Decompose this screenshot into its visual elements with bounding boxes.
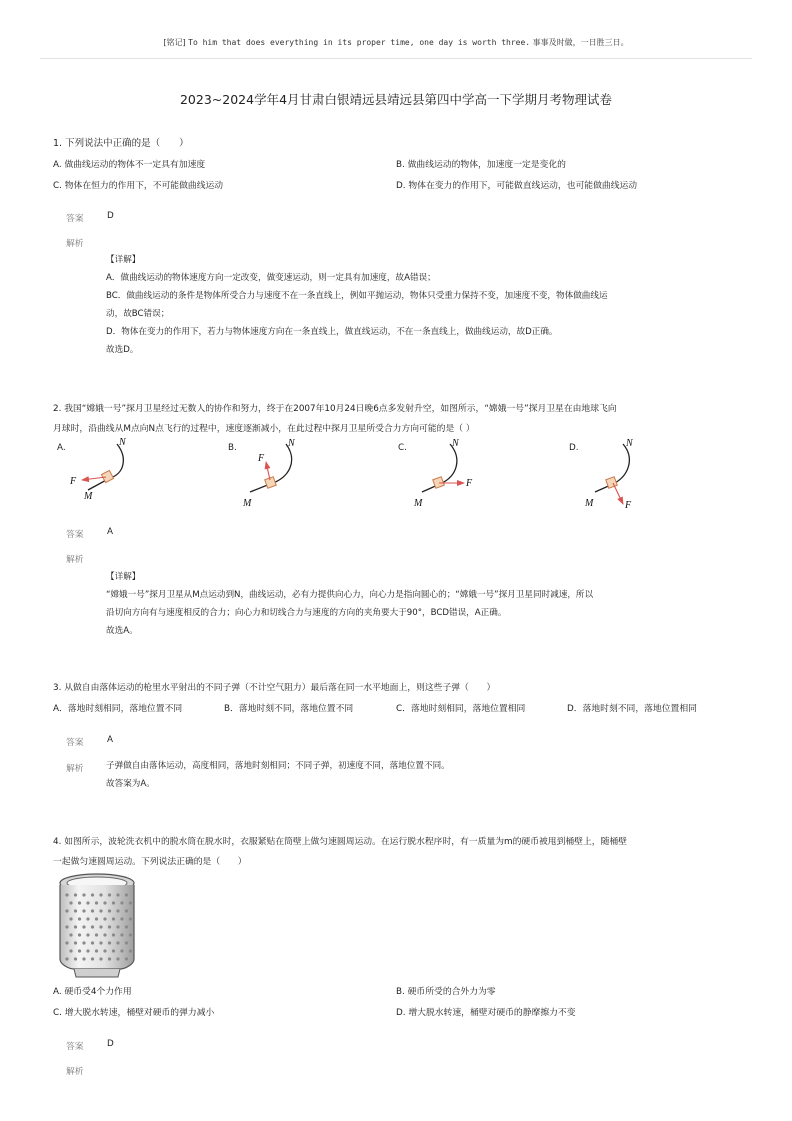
q2-answer-label: 答案: [66, 530, 84, 540]
header-divider: [40, 58, 752, 59]
header-suffix: 事事及时做，一日胜三日。: [532, 38, 629, 47]
point-m-label: M: [414, 498, 423, 509]
force-arrow: [613, 483, 623, 504]
q1-detail-heading: 【详解】: [106, 255, 141, 265]
q2-option-a-label: A.: [57, 443, 66, 453]
q2-option-b-label: B.: [228, 443, 237, 453]
q2-option-d-label: D.: [569, 443, 579, 453]
q1-answer-label: 答案: [66, 214, 84, 224]
q4-option-a: A. 硬币受4个力作用: [53, 987, 132, 997]
q2-answer-value: A: [107, 527, 114, 537]
q1-detail-line: D．物体在变力的作用下，若力与物体速度方向在一条直线上，做直线运动，不在一条直线上，做曲线运动，故D正确。: [106, 327, 558, 337]
force-f-label: F: [625, 500, 632, 511]
q2-stem-line1: 2. 我国“嫦娥一号”探月卫星经过无数人的协作和努力，终于在2007年10月24日晚6点多发射升空，如图所示，“嫦娥一号”探月卫星在由地球飞向: [53, 404, 617, 414]
q1-option-a: A. 做曲线运动的物体不一定具有加速度: [53, 160, 206, 170]
point-n-label: N: [288, 438, 295, 449]
q1-detail-line: 动，故BC错误；: [106, 309, 170, 319]
q4-stem-line2: 一起做匀速圆周运动。下列说法正确的是（ ）: [53, 857, 247, 867]
q1-detail-line: BC．做曲线运动的条件是物体所受合力与速度不在一条直线上，例如平抛运动，物体只受重力保持不变，加速度不变，物体做曲线运: [106, 291, 608, 301]
q3-option-c: C．落地时刻相同，落地位置相同: [396, 704, 526, 714]
q2-analysis-label: 解析: [66, 555, 84, 565]
q2-diagram-d: [583, 436, 663, 516]
q1-option-d: D. 物体在变力的作用下，可能做直线运动，也可能做曲线运动: [396, 181, 638, 191]
q1-detail-line: A．做曲线运动的物体速度方向一定改变，做变速运动，则一定具有加速度，故A错误；: [106, 273, 436, 283]
q3-analysis-line: 子弹做自由落体运动，高度相同，落地时刻相同；不同子弹，初速度不同，落地位置不同。: [106, 761, 450, 771]
q3-analysis-line: 故答案为A。: [106, 779, 155, 789]
dehydration-drum-illustration: [54, 871, 140, 979]
q1-option-c: C. 物体在恒力的作用下，不可能做曲线运动: [53, 181, 224, 191]
q2-detail-line: “嫦娥一号”探月卫星从M点运动到N，曲线运动，必有力提供向心力，向心力是指向圆心的；“嫦娥一号”探月卫星同时减速，所以: [106, 590, 594, 600]
q3-answer-value: A: [107, 735, 114, 745]
force-arrow: [82, 477, 106, 480]
q4-answer-value: D: [107, 1039, 114, 1049]
point-m-label: M: [585, 498, 594, 509]
q2-diagram-a: [62, 436, 142, 512]
q2-diagram-c: [410, 436, 490, 512]
q4-option-d: D. 增大脱水转速，桶壁对硬币的静摩擦力不变: [396, 1008, 576, 1018]
q1-detail-line: 故选D。: [106, 345, 139, 355]
force-f-label: F: [70, 476, 77, 487]
q4-option-c: C. 增大脱水转速，桶壁对硬币的弹力减小: [53, 1008, 215, 1018]
point-m-label: M: [243, 498, 252, 509]
q3-analysis-label: 解析: [66, 764, 84, 774]
q1-analysis-label: 解析: [66, 239, 84, 249]
point-n-label: N: [452, 438, 459, 449]
q3-option-a: A．落地时刻相同，落地位置不同: [53, 704, 183, 714]
q2-option-c-label: C.: [398, 443, 407, 453]
q4-answer-label: 答案: [66, 1042, 84, 1052]
page-title: 2023~2024学年4月甘肃白银靖远县靖远县第四中学高一下学期月考物理试卷: [179, 92, 613, 107]
header-prefix: [铭记]: [163, 38, 186, 47]
q3-option-d: D．落地时刻不同，落地位置相同: [567, 704, 697, 714]
q1-stem: 1. 下列说法中正确的是（ ）: [53, 138, 189, 149]
q2-detail-line: 沿切向方向有与速度相反的合力；向心力和切线合力与速度的方向的夹角要大于90°，BCD错误，A正确。: [106, 608, 507, 618]
header-quote: To him that does everything in its proper time, one day is worth three.: [188, 38, 531, 47]
q3-option-b: B．落地时刻不同，落地位置不同: [224, 704, 354, 714]
q1-option-b: B. 做曲线运动的物体，加速度一定是变化的: [396, 160, 566, 170]
q2-stem-line2: 月球时，沿曲线从M点向N点飞行的过程中，速度逐渐减小，在此过程中探月卫星所受合力方向可能的是（ ）: [53, 424, 475, 434]
q3-answer-label: 答案: [66, 738, 84, 748]
q3-stem: 3. 从做自由落体运动的枪里水平射出的不同子弹（不计空气阻力）最后落在同一水平地面上，则这些子弹（ ）: [53, 683, 496, 693]
force-f-label: F: [466, 478, 473, 489]
q2-diagram-b: [238, 436, 318, 512]
q4-stem-line1: 4. 如图所示，波轮洗衣机中的脱水筒在脱水时，衣服紧贴在筒壁上做匀速圆周运动。在运行脱水程序时，有一质量为m的硬币被甩到桶壁上，随桶壁: [53, 837, 627, 847]
force-arrow: [266, 462, 270, 480]
q1-answer-value: D: [107, 211, 114, 221]
q4-analysis-label: 解析: [66, 1067, 84, 1077]
q2-detail-heading: 【详解】: [106, 572, 141, 582]
q2-detail-line: 故选A。: [106, 626, 138, 636]
satellite-box: [265, 477, 277, 489]
q4-option-b: B. 硬币所受的合外力为零: [396, 987, 496, 997]
point-n-label: N: [626, 438, 633, 449]
satellite-box: [101, 470, 113, 482]
point-m-label: M: [84, 491, 93, 502]
point-n-label: N: [119, 437, 126, 448]
page-header: [0, 37, 792, 48]
force-f-label: F: [258, 453, 265, 464]
